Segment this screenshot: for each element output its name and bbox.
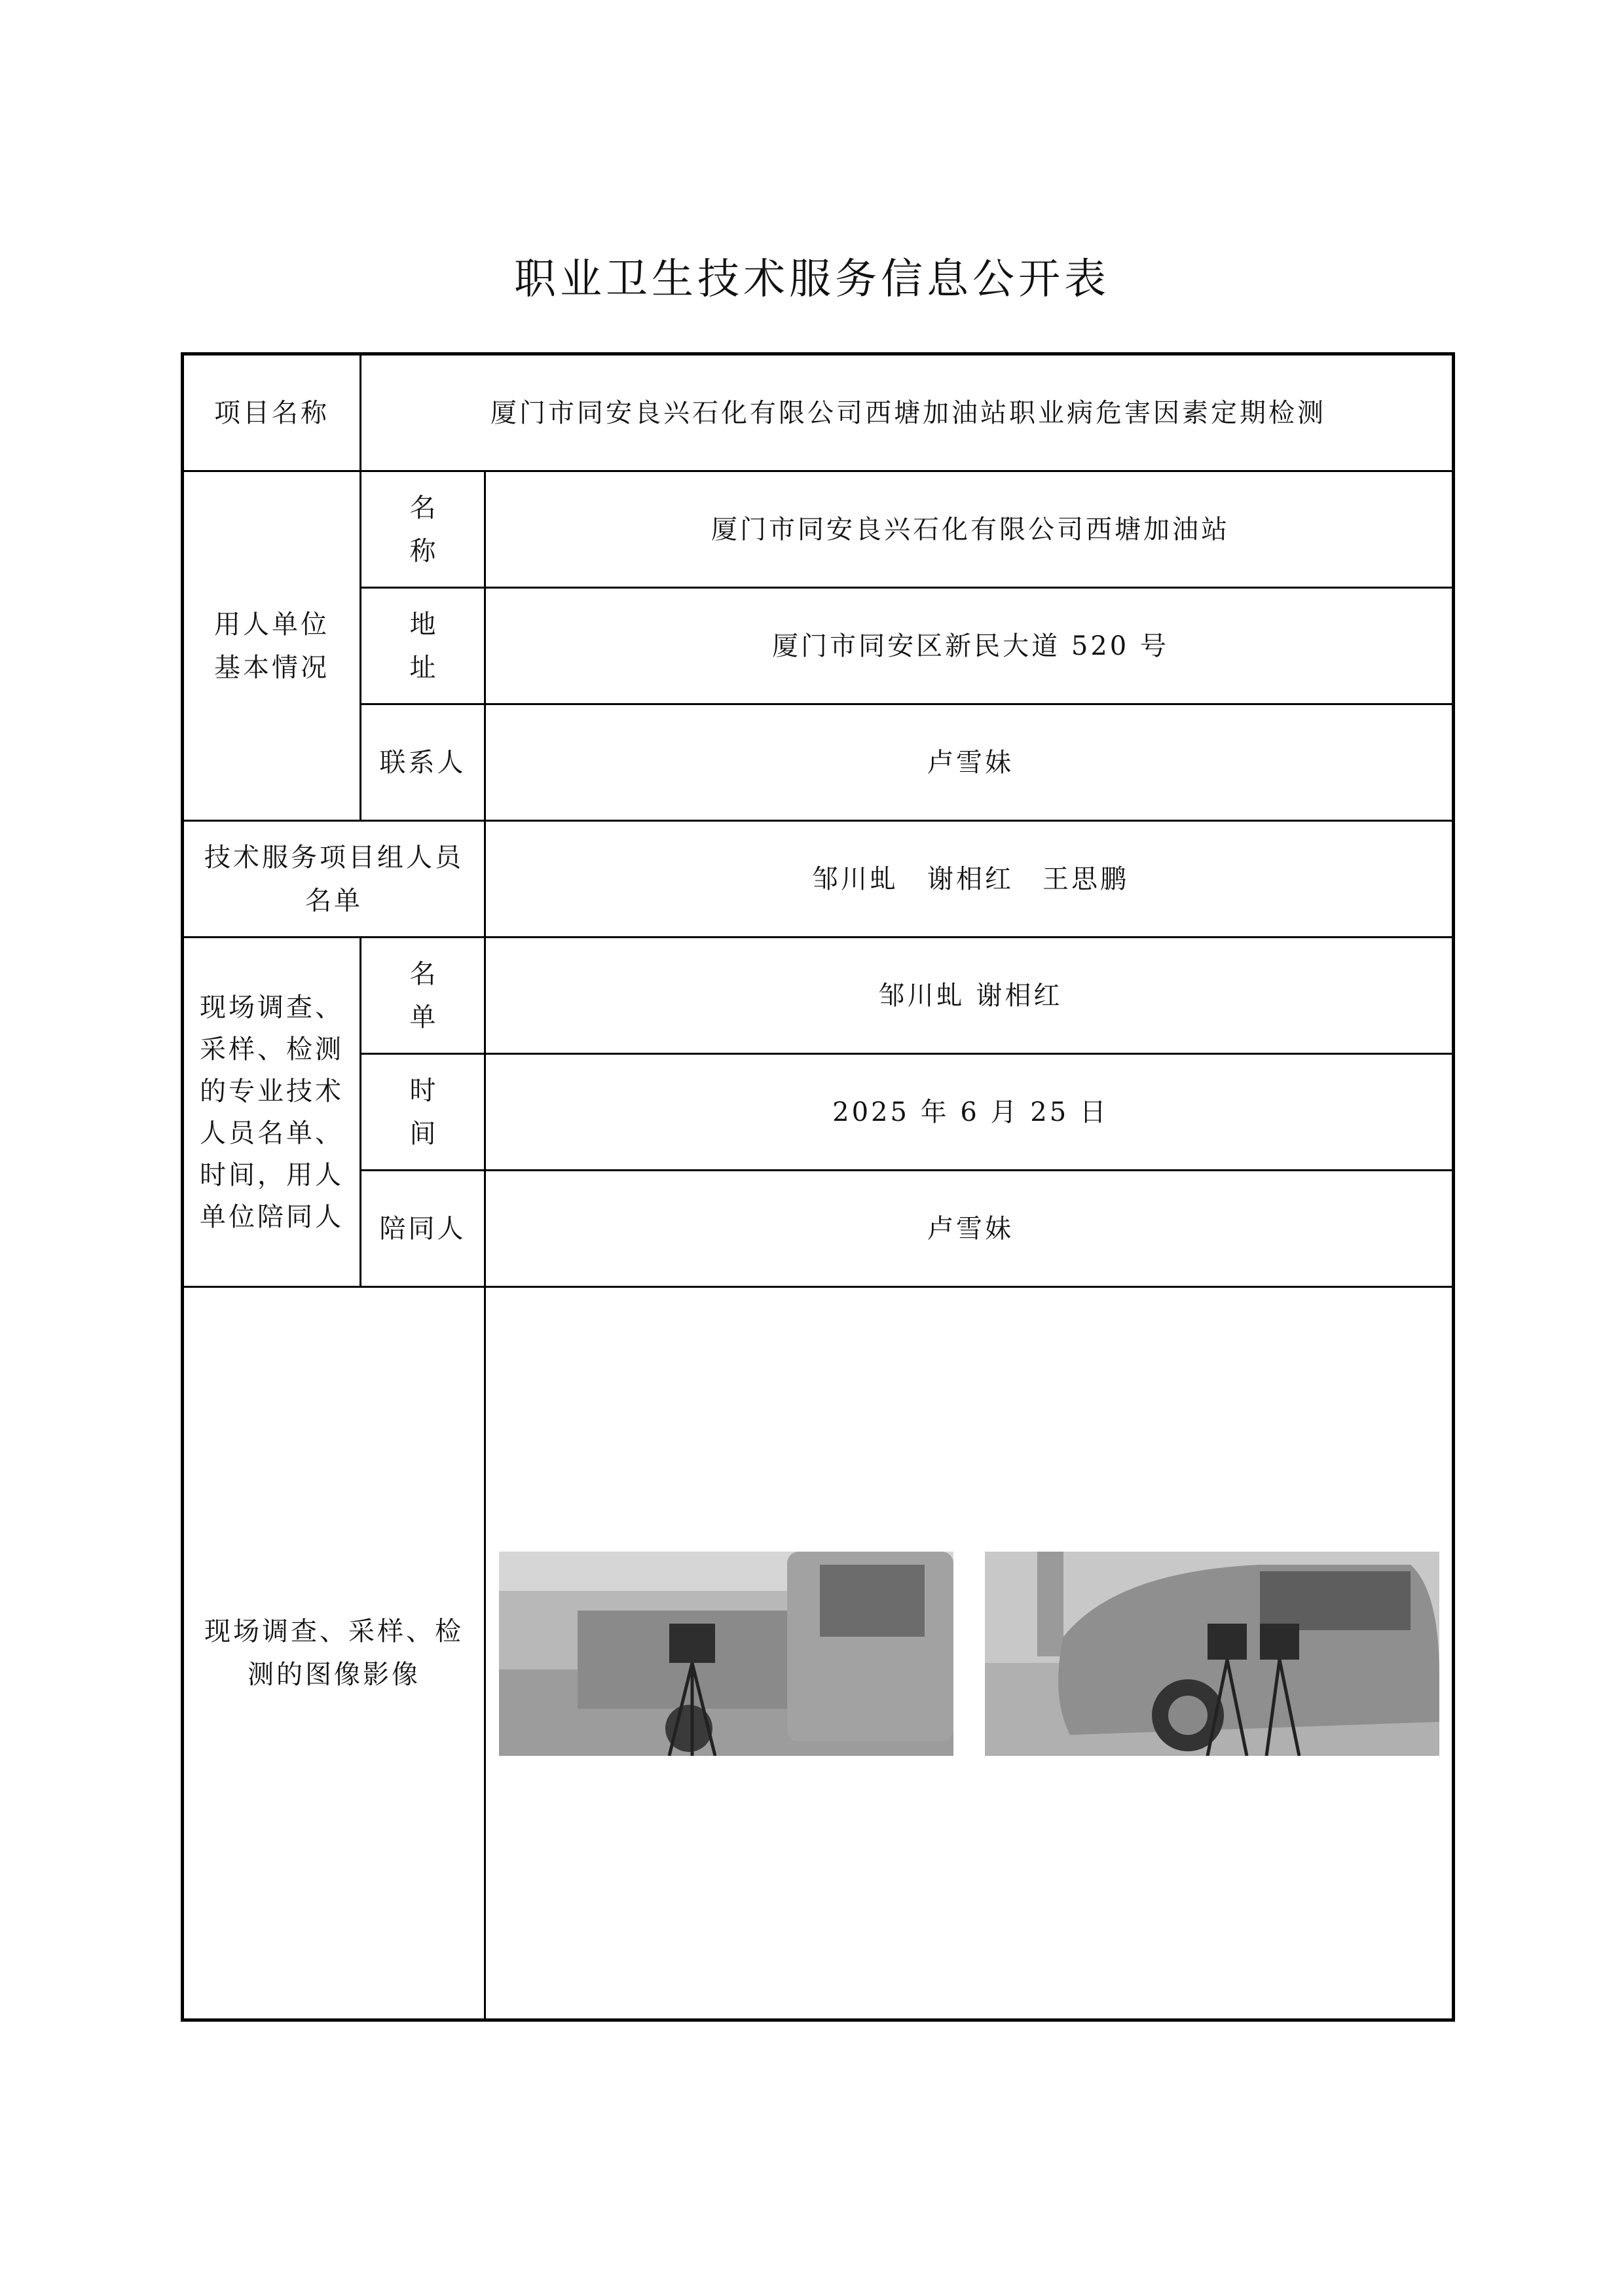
project-value: 厦门市同安良兴石化有限公司西塘加油站职业病危害因素定期检测 bbox=[361, 355, 1455, 472]
survey-time-label: 时间 bbox=[361, 1055, 486, 1171]
team-label bbox=[184, 822, 486, 938]
survey-escort-label: 陪同人 bbox=[361, 1171, 486, 1288]
employer-contact-value: 卢雪妹 bbox=[486, 705, 1455, 822]
survey-list-value: 邹川虬 谢相红 bbox=[486, 938, 1455, 1055]
photo-car-sampling bbox=[985, 1552, 1439, 1756]
employer-address-value: 厦门市同安区新民大道 520 号 bbox=[486, 589, 1455, 705]
photo-truck-sampling bbox=[499, 1552, 953, 1756]
survey-label-line4: 人员名单、 bbox=[200, 1118, 344, 1148]
survey-label bbox=[184, 938, 361, 1288]
info-table bbox=[181, 352, 1455, 2022]
employer-label bbox=[184, 472, 361, 822]
survey-label-line6: 单位陪同人 bbox=[200, 1201, 344, 1232]
employer-address-label: 地址 bbox=[361, 589, 486, 705]
team-value: 邹川虬 谢相红 王思鹏 bbox=[486, 822, 1455, 938]
team-label-line1: 技术服务项目组人员 bbox=[204, 842, 464, 873]
employer-contact-label: 联系人 bbox=[361, 705, 486, 822]
employer-label-line2: 基本情况 bbox=[214, 652, 329, 683]
survey-escort-value: 卢雪妹 bbox=[486, 1171, 1455, 1288]
employer-name-value: 厦门市同安良兴石化有限公司西塘加油站 bbox=[486, 472, 1455, 589]
team-label-line2: 名单 bbox=[305, 885, 363, 916]
images-label bbox=[184, 1288, 486, 2018]
page-title: 职业卫生技术服务信息公开表 bbox=[514, 255, 1110, 304]
survey-label-line2: 采样、检测 bbox=[200, 1034, 344, 1065]
survey-label-line1: 现场调查、 bbox=[200, 992, 344, 1023]
images-label-line1: 现场调查、采样、检 bbox=[204, 1616, 464, 1647]
employer-name-label: 名称 bbox=[361, 472, 486, 589]
project-label: 项目名称 bbox=[184, 355, 361, 472]
images-label-line2: 测的图像影像 bbox=[248, 1660, 420, 1690]
survey-time-value: 2025 年 6 月 25 日 bbox=[486, 1055, 1455, 1171]
employer-label-line1: 用人单位 bbox=[214, 609, 329, 640]
survey-list-label: 名单 bbox=[361, 938, 486, 1055]
survey-label-line5: 时间，用人 bbox=[200, 1159, 344, 1190]
survey-label-line3: 的专业技术 bbox=[200, 1076, 344, 1106]
